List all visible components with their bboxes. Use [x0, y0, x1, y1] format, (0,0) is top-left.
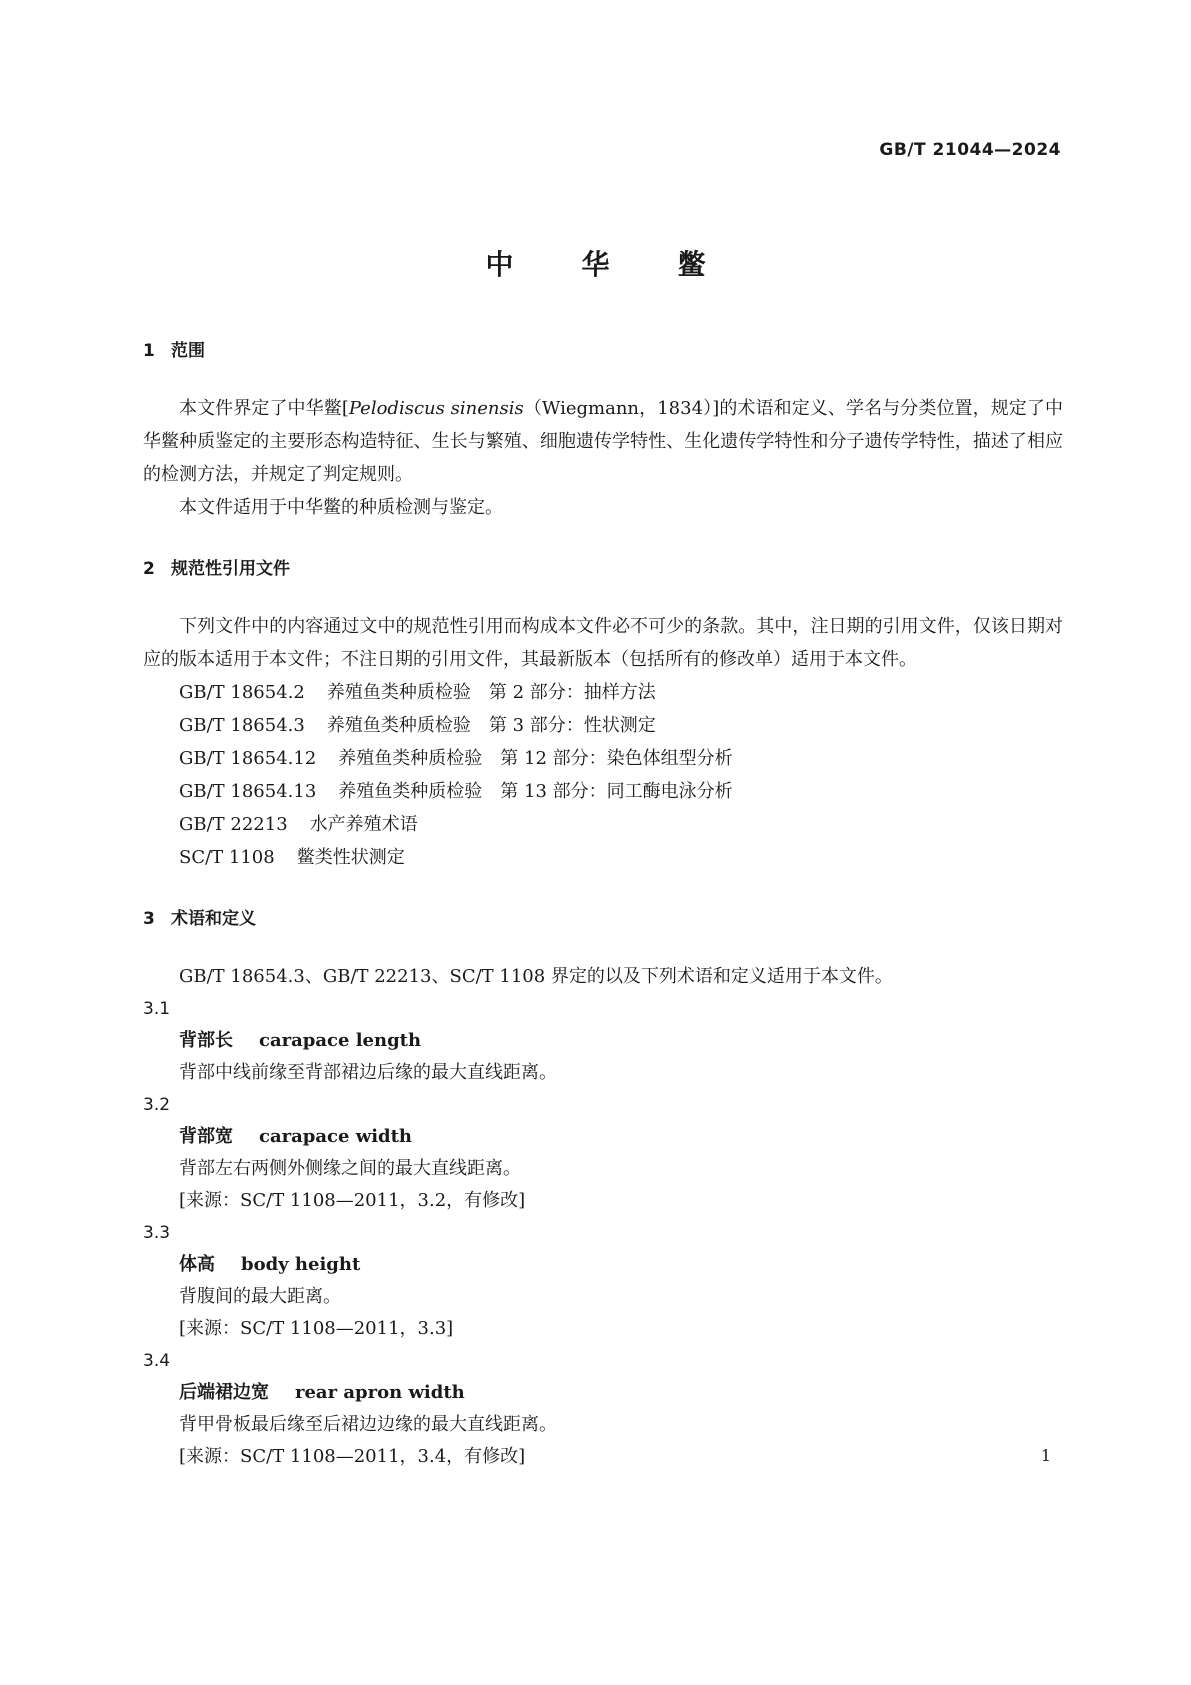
section-title: 术语和定义	[171, 909, 256, 929]
standard-code: GB/T 21044—2024	[879, 140, 1061, 160]
term-entry: 背部宽 carapace width	[179, 1126, 413, 1147]
section-heading-normative-references	[143, 558, 1063, 580]
term-number: 3.1	[143, 999, 171, 1019]
section-heading-scope	[143, 340, 1063, 362]
document-body	[143, 340, 1063, 1473]
term-entry: 体高 body height	[179, 1254, 361, 1275]
scope-applicability: 本文件适用于中华鳖的种质检测与鉴定。	[179, 497, 503, 518]
reference-item: GB/T 18654.2 养殖鱼类种质检验 第 2 部分：抽样方法	[179, 682, 656, 703]
section-number: 3	[143, 909, 155, 929]
title-char: 华	[581, 248, 610, 281]
page-number: 1	[1040, 1446, 1051, 1465]
term-definition: 背甲骨板最后缘至后裙边边缘的最大直线距离。	[179, 1414, 557, 1435]
term-definition: 背腹间的最大距离。	[179, 1286, 341, 1307]
section-title: 范围	[171, 341, 205, 361]
title-char: 鳖	[677, 248, 706, 281]
term-source: [来源：SC/T 1108—2011，3.4，有修改]	[179, 1446, 526, 1467]
section-number: 1	[143, 341, 155, 361]
page-title	[0, 243, 1191, 283]
term-source: [来源：SC/T 1108—2011，3.3]	[179, 1318, 454, 1339]
term-number: 3.2	[143, 1095, 171, 1115]
section-number: 2	[143, 559, 155, 579]
term-number: 3.4	[143, 1351, 171, 1371]
section-title: 规范性引用文件	[171, 559, 290, 579]
term-entry: 后端裙边宽 rear apron width	[179, 1382, 465, 1403]
terms-intro: GB/T 18654.3、GB/T 22213、SC/T 1108 界定的以及下列术语和定义适用于本文件。	[179, 966, 893, 987]
title-char: 中	[485, 248, 514, 281]
reference-item: GB/T 18654.13 养殖鱼类种质检验 第 13 部分：同工酶电泳分析	[179, 781, 733, 802]
reference-item: GB/T 18654.3 养殖鱼类种质检验 第 3 部分：性状测定	[179, 715, 656, 736]
term-definition: 背部中线前缘至背部裙边后缘的最大直线距离。	[179, 1062, 557, 1083]
species-name: Pelodiscus sinensis	[348, 398, 524, 419]
reference-item: SC/T 1108 鳖类性状测定	[179, 847, 405, 868]
references-intro: 下列文件中的内容通过文中的规范性引用而构成本文件必不可少的条款。其中，注日期的引用文件，仅该日期对应的版本适用于本文件；不注日期的引用文件，其最新版本（包括所有的修改单）适用于本文件。	[143, 616, 1063, 670]
term-definition: 背部左右两侧外侧缘之间的最大直线距离。	[179, 1158, 521, 1179]
reference-item: GB/T 22213 水产养殖术语	[179, 814, 418, 835]
reference-item: GB/T 18654.12 养殖鱼类种质检验 第 12 部分：染色体组型分析	[179, 748, 733, 769]
term-number: 3.3	[143, 1223, 171, 1243]
term-entry: 背部长 carapace length	[179, 1030, 422, 1051]
term-source: [来源：SC/T 1108—2011，3.2，有修改]	[179, 1190, 526, 1211]
scope-paragraph: 本文件界定了中华鳖[Pelodiscus sinensis（Wiegmann，1834）]的术语和定义、学名与分类位置，规定了中华鳖种质鉴定的主要形态构造特征、生长与繁殖、细胞遗传学特性、生化遗传学特性和分子遗传学特性，描述了相应的检测方法，并规定了判定规则。	[143, 398, 1063, 485]
section-heading-terms	[143, 908, 1063, 930]
